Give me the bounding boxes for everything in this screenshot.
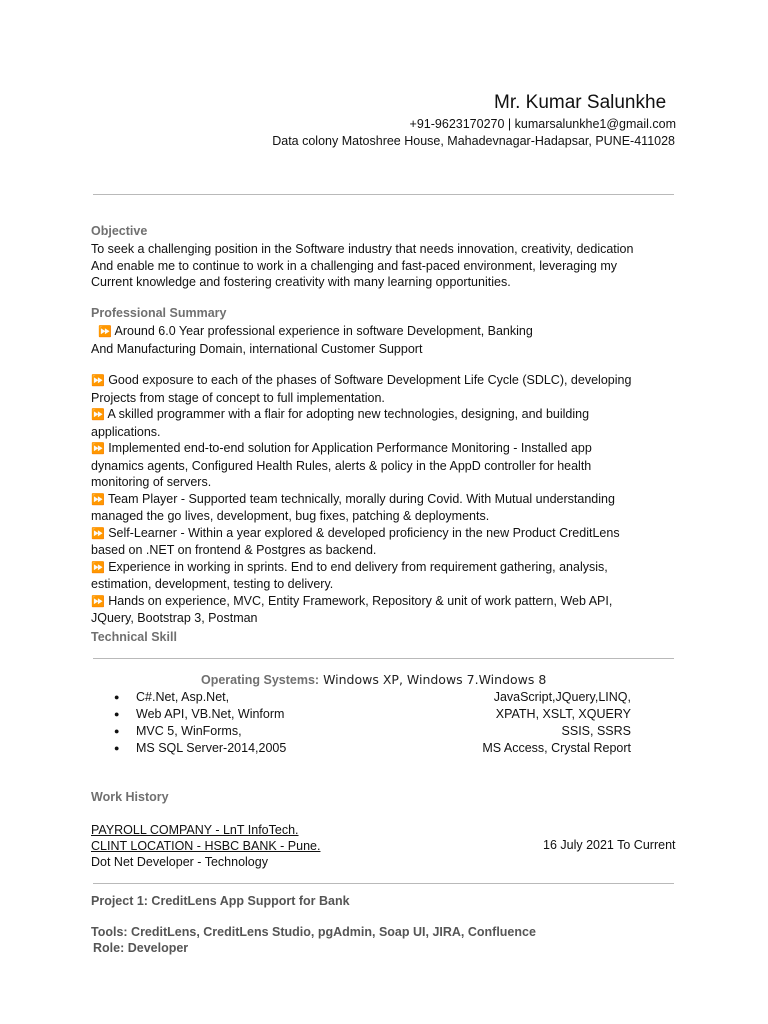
candidate-name: Mr. Kumar Salunkhe — [494, 92, 667, 113]
skill-item: JavaScript,JQuery,LINQ, — [493, 690, 631, 704]
bullet-icon: ● — [114, 709, 120, 719]
company-name: PAYROLL COMPANY - LnT InfoTech. — [91, 823, 299, 837]
summary-item: ⏩ Experience in working in sprints. End to end delivery from requirement gathering, analysis, estimation, development, testing to delivery. — [91, 559, 608, 591]
summary-item: ⏩ Team Player - Supported team technically, morally during Covid. With Mutual understanding managed the go lives, development, bug fixes, patching & deployments. — [91, 491, 615, 523]
skill-item: ● MVC 5, WinForms, — [114, 724, 242, 738]
operating-systems — [201, 672, 546, 687]
fast-forward-icon: ⏩ — [91, 409, 105, 421]
project-title: Project 1: CreditLens App Support for Bank — [91, 894, 350, 908]
objective-line: And enable me to continue to work in a challenging and fast-paced environment, leveraging my — [91, 258, 618, 273]
project-tools: Tools: CreditLens, CreditLens Studio, pgAdmin, Soap UI, JIRA, Confluence — [91, 925, 536, 939]
summary-item: ⏩ Self-Learner - Within a year explored & developed proficiency in the new Product CreditLens based on .NET on frontend & Postgres as backend. — [91, 525, 620, 557]
summary-first-item — [91, 323, 681, 357]
fast-forward-icon: ⏩ — [91, 443, 105, 455]
technical-divider — [93, 658, 674, 659]
client-location: CLINT LOCATION - HSBC BANK - Pune. — [91, 839, 321, 853]
os-value: Windows XP, Windows 7.Windows 8 — [319, 672, 547, 687]
fast-forward-icon: ⏩ — [91, 493, 105, 506]
skill-item: MS Access, Crystal Report — [482, 741, 631, 755]
summary-list — [91, 372, 681, 627]
objective-line: Current knowledge and fostering creativity with many learning opportunities. — [91, 275, 511, 289]
skills-left-list — [114, 689, 286, 757]
work-heading: Work History — [91, 790, 169, 804]
summary-item: ⏩ Hands on experience, MVC, Entity Framework, Repository & unit of work pattern, Web API, JQuery, Bootstrap 3, Postman — [91, 593, 613, 625]
contact-line: +91-9623170270 | kumarsalunkhe1@gmail.com — [409, 117, 676, 131]
objective-text — [91, 241, 681, 291]
fast-forward-icon: ⏩ — [91, 595, 105, 608]
fast-forward-icon: ⏩ — [91, 561, 105, 574]
technical-heading: Technical Skill — [91, 630, 177, 644]
skill-item: ● C#.Net, Asp.Net, — [114, 690, 230, 704]
summary-line: And Manufacturing Domain, international Customer Support — [91, 341, 423, 356]
project-role: Role: Developer — [93, 941, 189, 955]
summary-item: ⏩ Good exposure to each of the phases of Software Development Life Cycle (SDLC), developing Projects from stage of concept to full implementation. — [91, 373, 632, 405]
summary-item: ⏩ A skilled programmer with a flair for adopting new technologies, designing, and building applications. — [91, 407, 590, 439]
skill-item: XPATH, XSLT, XQUERY — [495, 707, 631, 721]
fast-forward-icon: ⏩ — [91, 375, 105, 387]
skills-right-list — [482, 689, 631, 757]
summary-heading: Professional Summary — [91, 306, 227, 320]
address-line: Data colony Matoshree House, Mahadevnagar-Hadapsar, PUNE-411028 — [272, 134, 675, 148]
bullet-icon: ● — [114, 743, 120, 753]
skill-item: SSIS, SSRS — [561, 724, 631, 738]
summary-item: ⏩ Implemented end-to-end solution for Application Performance Monitoring - Installed app dynamics agents, Configured Health Rules, alerts & policy in the AppD controller for health monitoring of servers. — [91, 441, 592, 489]
bullet-icon: ● — [114, 726, 120, 736]
skill-item: ● Web API, VB.Net, Winform — [114, 707, 285, 721]
fast-forward-icon: ⏩ — [98, 326, 112, 338]
job-role: Dot Net Developer - Technology — [91, 855, 268, 869]
header-divider — [93, 194, 674, 195]
work-entry — [91, 822, 320, 870]
skill-item: ● MS SQL Server-2014,2005 — [114, 741, 287, 755]
summary-line: ⏩ Around 6.0 Year professional experience in software Development, Banking — [98, 324, 533, 338]
bullet-icon: ● — [114, 692, 120, 702]
fast-forward-icon: ⏩ — [91, 527, 105, 540]
os-label: Operating Systems: — [201, 673, 320, 687]
work-dates: 16 July 2021 To Current — [543, 838, 676, 852]
objective-line: To seek a challenging position in the Software industry that needs innovation, creativity, dedication — [91, 242, 634, 256]
work-divider — [93, 883, 674, 884]
objective-heading: Objective — [91, 224, 148, 238]
